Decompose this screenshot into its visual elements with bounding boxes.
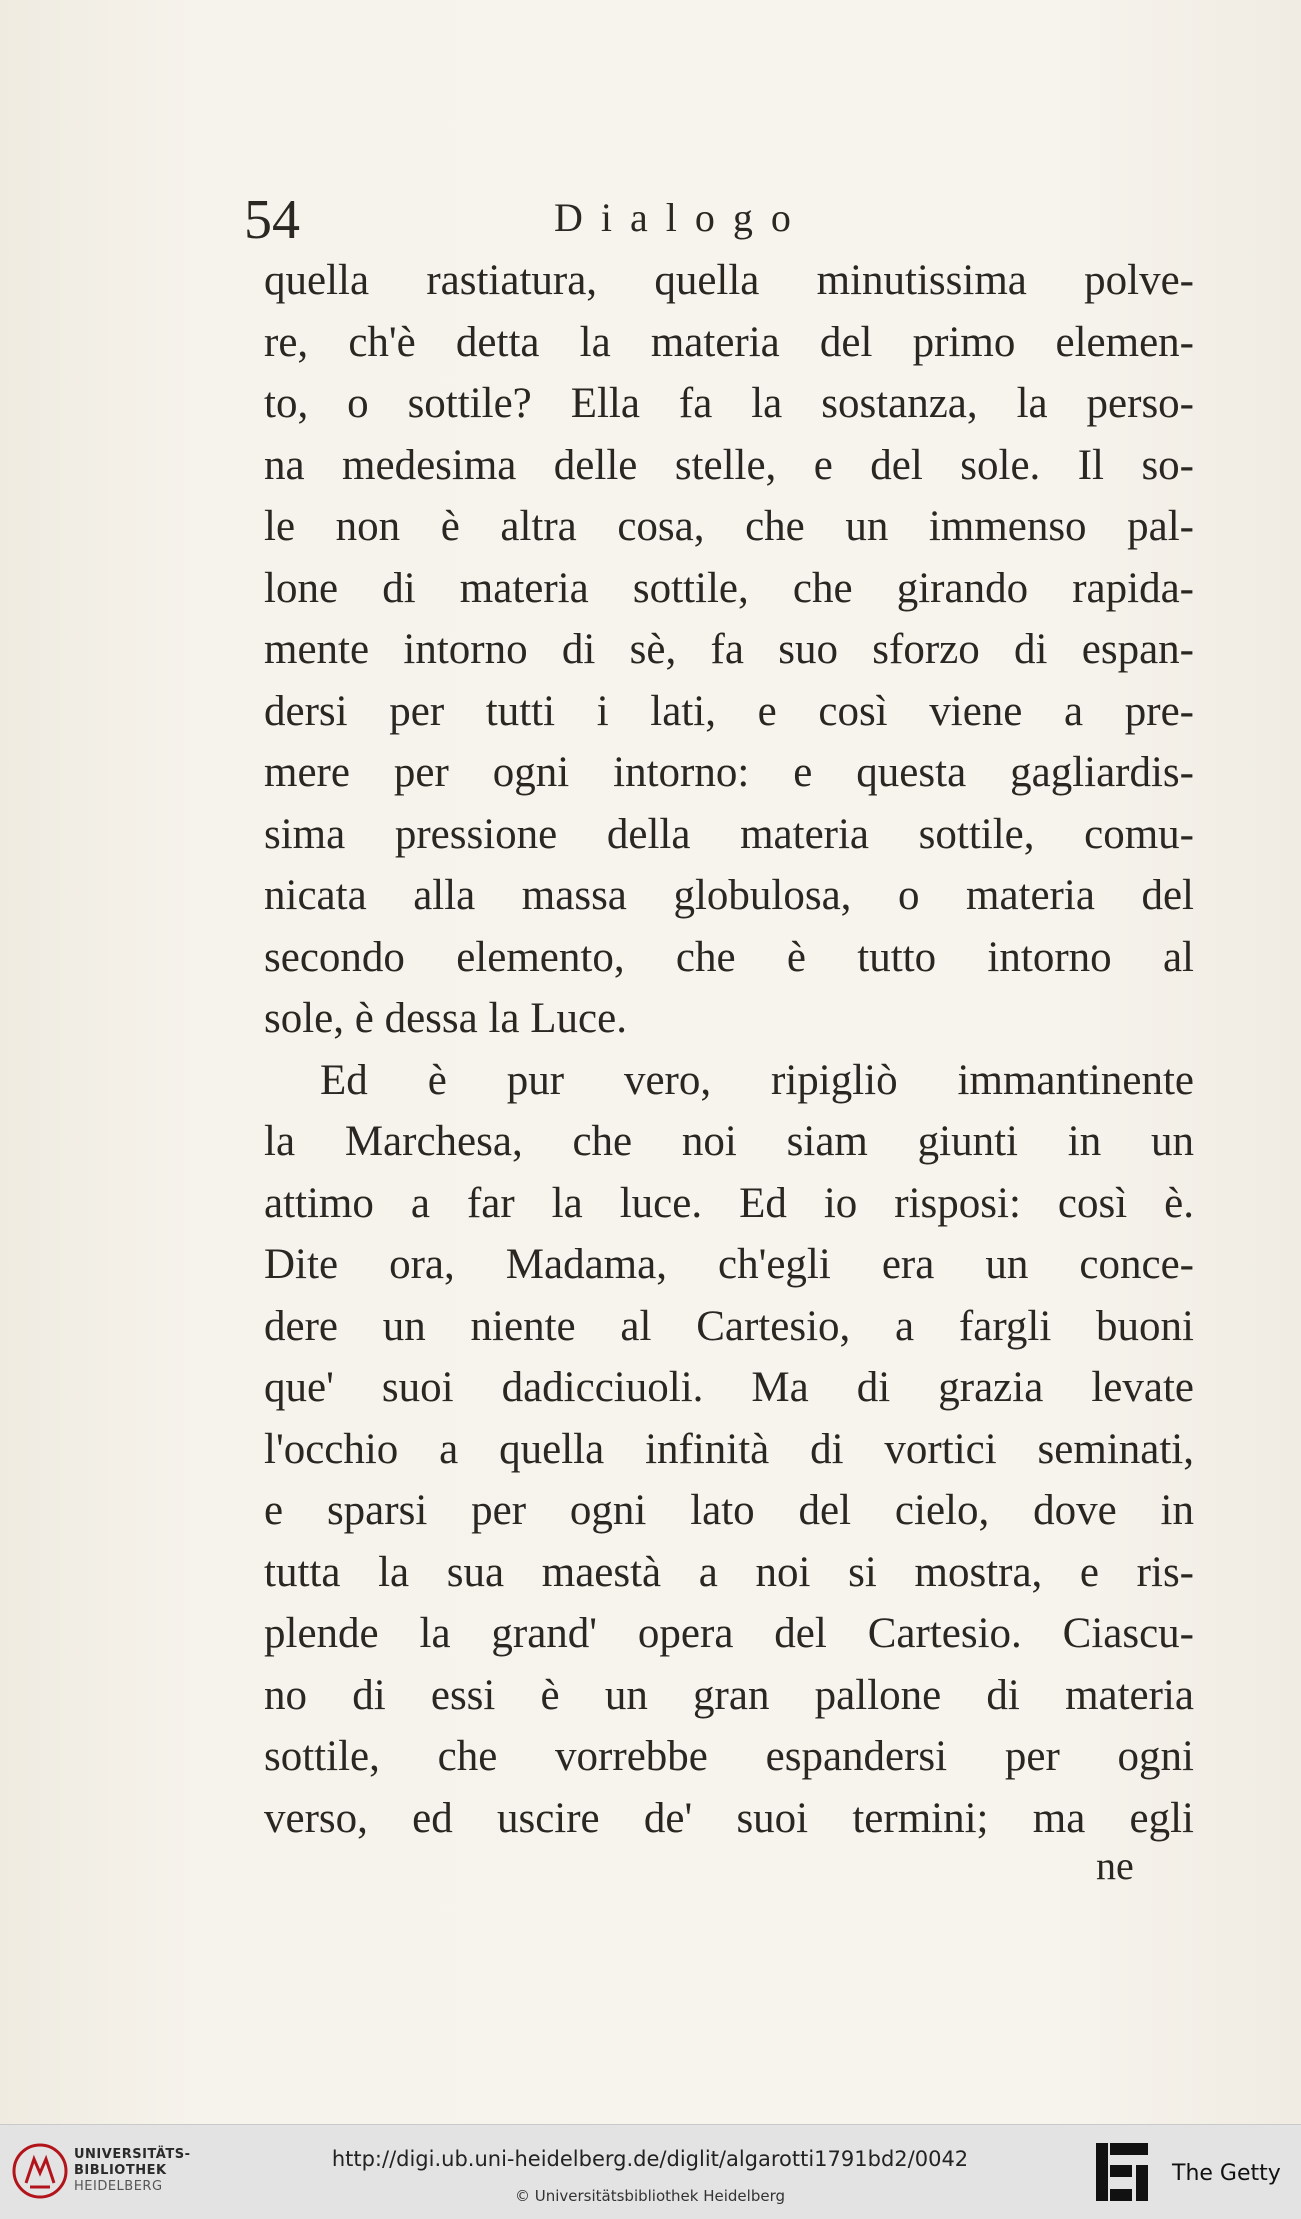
text-line: sima pressione della materia sottile, comu- (264, 810, 1194, 858)
text-line: que' suoi dadicciuoli. Ma di grazia levate (264, 1364, 1194, 1411)
text-line: no di essi è un gran pallone di materia (264, 1671, 1194, 1719)
text-line: nicata alla massa globulosa, o materia del (264, 872, 1194, 919)
text-line: re, ch'è detta la materia del primo elemen- (264, 318, 1194, 366)
institution-name[interactable] (74, 2147, 190, 2195)
text-line: to, o sottile? Ella fa la sostanza, la perso- (264, 380, 1194, 427)
university-seal-icon[interactable] (12, 2143, 68, 2199)
text-line: la Marchesa, che noi siam giunti in un (264, 1118, 1194, 1165)
text-line: lone di materia sottile, che girando rapida- (264, 564, 1194, 612)
body-text (264, 250, 1194, 1849)
text-line: sottile, che vorrebbe espandersi per ogni (264, 1733, 1194, 1780)
running-title: Dialogo (554, 195, 809, 240)
text-line: Dite ora, Madama, ch'egli era un conce- (264, 1241, 1194, 1288)
catchword: ne (1096, 1843, 1134, 1888)
partner-name[interactable]: The Getty (1172, 2161, 1281, 2186)
copyright-notice: © Universitätsbibliothek Heidelberg (514, 2187, 785, 2205)
page-number: 54 (244, 189, 300, 251)
viewer-footer (0, 2124, 1301, 2219)
text-line: attimo a far la luce. Ed io risposi: così è. (264, 1179, 1194, 1227)
text-line: secondo elemento, che è tutto intorno al (264, 933, 1194, 981)
institution-line: HEIDELBERG (74, 2179, 163, 2194)
page-header (244, 188, 1194, 251)
institution-line: BIBLIOTHEK (74, 2163, 167, 2178)
text-line: e sparsi per ogni lato del cielo, dove in (264, 1487, 1194, 1534)
permalink-url[interactable]: http://digi.ub.uni-heidelberg.de/diglit/algarotti1791bd2/0042 (331, 2147, 969, 2171)
institution-line: UNIVERSITÄTS- (74, 2147, 191, 2162)
text-line: dere un niente al Cartesio, a fargli buoni (264, 1302, 1194, 1350)
text-line: dersi per tutti i lati, e così viene a pre- (264, 687, 1194, 735)
text-line: mente intorno di sè, fa suo sforzo di espan- (264, 626, 1194, 673)
text-line: verso, ed uscire de' suoi termini; ma egli (264, 1794, 1194, 1842)
text-line: na medesima delle stelle, e del sole. Il so- (264, 441, 1194, 489)
text-line: plende la grand' opera del Cartesio. Ciascu- (264, 1610, 1194, 1657)
text-line: sole, è dessa la Luce. (264, 995, 627, 1042)
text-line: tutta la sua maestà a noi si mostra, e ris- (264, 1548, 1194, 1596)
text-line: Ed è pur vero, ripigliò immantinente (320, 1056, 1194, 1104)
text-line: l'occhio a quella infinità di vortici seminati, (264, 1425, 1194, 1473)
text-line: le non è altra cosa, che un immenso pal- (264, 503, 1194, 550)
getty-logo-icon[interactable] (1094, 2141, 1150, 2203)
text-line: quella rastiatura, quella minutissima polve- (264, 257, 1194, 304)
text-line: mere per ogni intorno: e questa gagliardis- (264, 749, 1194, 796)
